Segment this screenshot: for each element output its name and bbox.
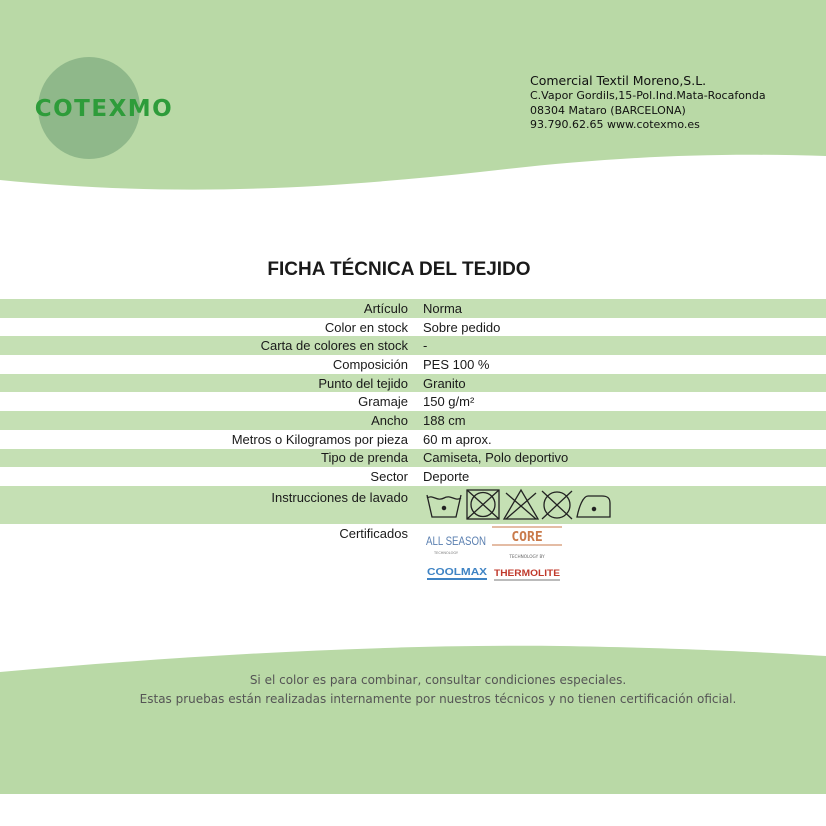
spec-row-color-stock bbox=[0, 318, 826, 337]
spec-row-ancho bbox=[0, 411, 826, 430]
company-address: C.Vapor Gordils,15-Pol.Ind.Mata-Rocafonda bbox=[530, 89, 766, 102]
spec-value: Granito bbox=[423, 375, 466, 391]
svg-text:TECHNOLOGY BY: TECHNOLOGY BY bbox=[509, 554, 545, 559]
spec-value: Norma bbox=[423, 300, 463, 316]
allseason-logo bbox=[426, 534, 486, 555]
logo-text: COTEXMO bbox=[34, 96, 174, 122]
spec-row-composicion bbox=[0, 355, 826, 374]
spec-value: Deporte bbox=[423, 469, 470, 485]
svg-text:TECHNOLOGY: TECHNOLOGY bbox=[434, 551, 459, 555]
spec-value: 188 cm bbox=[423, 412, 466, 428]
certificate-logos bbox=[424, 524, 564, 586]
spec-label: Ancho bbox=[371, 412, 408, 428]
spec-row-articulo bbox=[0, 299, 826, 318]
spec-value: PES 100 % bbox=[423, 356, 490, 372]
cotexmo-logo bbox=[28, 56, 180, 160]
core-logo bbox=[492, 527, 562, 559]
company-info bbox=[530, 73, 820, 133]
spec-row-carta-colores bbox=[0, 336, 826, 355]
svg-text:COOLMAX: COOLMAX bbox=[427, 567, 488, 578]
iron-low-icon bbox=[577, 496, 610, 517]
spec-row-sector bbox=[0, 467, 826, 486]
spec-label: Tipo de prenda bbox=[321, 450, 408, 466]
no-tumble-dry-icon bbox=[467, 490, 499, 519]
spec-value: - bbox=[423, 338, 428, 354]
spec-label: Punto del tejido bbox=[318, 375, 408, 391]
footer-band bbox=[0, 646, 826, 794]
company-city: 08304 Mataro (BARCELONA) bbox=[530, 103, 686, 117]
footer-note-disclaimer: Estas pruebas están realizadas internamente por nuestros técnicos y no tienen certificación oficial. bbox=[139, 692, 737, 706]
thermolite-logo bbox=[494, 568, 560, 581]
certificates-row bbox=[0, 524, 826, 594]
certificates-label: Certificados bbox=[339, 526, 408, 541]
care-symbols bbox=[424, 487, 614, 521]
spec-row-tipo-prenda bbox=[0, 449, 826, 468]
spec-label: Composición bbox=[332, 356, 408, 372]
spec-value: 60 m aprox. bbox=[423, 431, 492, 447]
no-bleach-icon bbox=[504, 490, 538, 519]
spec-row-punto bbox=[0, 374, 826, 393]
spec-value: Camiseta, Polo deportivo bbox=[423, 450, 569, 466]
footer-notes bbox=[0, 671, 826, 709]
spec-label: Metros o Kilogramos por pieza bbox=[231, 431, 408, 447]
spec-label: Color en stock bbox=[324, 319, 408, 335]
footer-note-color: Si el color es para combinar, consultar condiciones especiales. bbox=[249, 673, 627, 687]
spec-label: Carta de colores en stock bbox=[260, 338, 408, 354]
company-contact: 93.790.62.65 www.cotexmo.es bbox=[530, 118, 700, 131]
svg-text:THERMOLITE: THERMOLITE bbox=[494, 568, 560, 578]
coolmax-logo bbox=[427, 567, 487, 580]
no-dry-clean-icon bbox=[542, 491, 572, 519]
spec-label: Instrucciones de lavado bbox=[271, 489, 408, 505]
spec-value: Sobre pedido bbox=[423, 319, 501, 335]
company-name: Comercial Textil Moreno,S.L. bbox=[530, 73, 707, 88]
spec-label: Artículo bbox=[363, 300, 408, 316]
wash-30-icon bbox=[427, 495, 461, 517]
spec-row-gramaje bbox=[0, 392, 826, 411]
page-title: FICHA TÉCNICA DEL TEJIDO bbox=[267, 259, 531, 280]
spec-row-metros bbox=[0, 430, 826, 449]
spec-label: Sector bbox=[370, 469, 408, 485]
spec-label: Gramaje bbox=[358, 394, 408, 410]
spec-value: 150 g/m² bbox=[423, 394, 475, 410]
spec-row-lavado bbox=[0, 486, 826, 524]
svg-text:CORE: CORE bbox=[511, 530, 543, 545]
svg-text:ALL SEASON: ALL SEASON bbox=[426, 534, 486, 548]
spec-table bbox=[0, 299, 826, 524]
